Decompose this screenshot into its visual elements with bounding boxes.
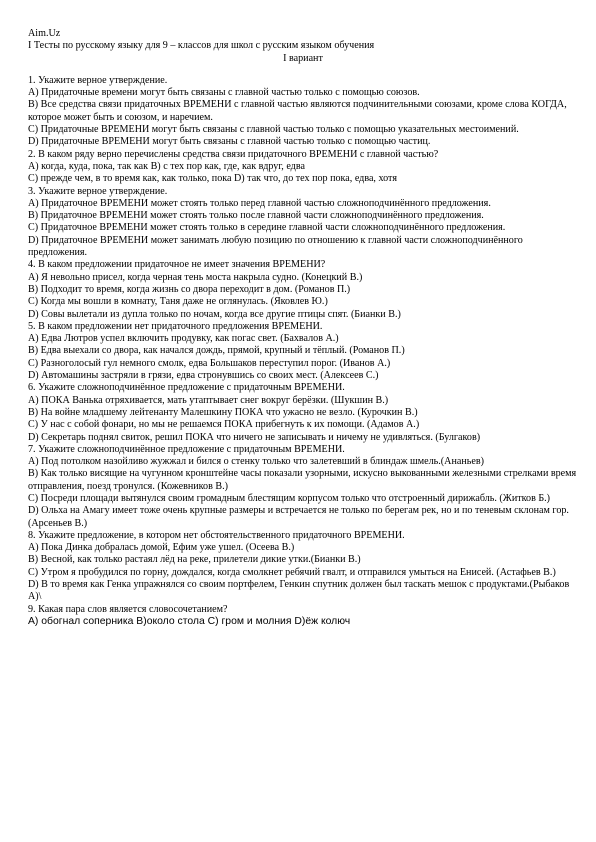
- question-text: 3. Укажите верное утверждение.: [28, 185, 168, 197]
- answer-option: C) прежде чем, в то время как, как только, пока D) так что, до тех пор пока, едва, хотя: [28, 173, 397, 185]
- answer-option: C) Когда мы вошли в комнату, Таня даже не оглянулась. (Яковлев Ю.): [28, 296, 328, 308]
- answer-option: C) Утром я пробудился по горну, дождался, когда смолкнет ребячий гвалт, и отправился умыться на Енисей. (Астафьев В.): [28, 566, 556, 578]
- answer-option: B) Подходит то время, когда жизнь со двора переходит в дом. (Романов П.): [28, 283, 351, 295]
- question-text: 1. Укажите верное утверждение.: [28, 74, 168, 86]
- document-page: [28, 28, 578, 628]
- answer-option: A) Я невольно присел, когда черная тень моста накрыла судно. (Конецкий В.): [28, 271, 363, 283]
- answer-option: A) Едва Лютров успел включить продувку, как погас свет. (Бахвалов А.): [28, 333, 339, 345]
- answer-option: B) Как только висящие на чугунном кронштейне часы показали узорными, искусно выкованными железными стрелками время отправления, поезд тронулся. (Кожевников В.): [28, 468, 577, 492]
- answer-option: C) У нас с собой фонари, но мы не решаемся ПОКА прибегнуть к их помощи. (Адамов А.): [28, 419, 420, 431]
- answer-option: A) когда, куда, пока, так как B) с тех пор как, где, как вдруг, едва: [28, 160, 305, 172]
- answer-option: C) Придаточные ВРЕМЕНИ могут быть связаны с главной частью только с помощью указательных местоимений.: [28, 124, 519, 136]
- variant-heading: I вариант: [283, 52, 323, 64]
- answer-option: B) Придаточное ВРЕМЕНИ может стоять только после главной части сложноподчинённого предложения.: [28, 210, 484, 222]
- answer-option: D) Секретарь поднял свиток, решил ПОКА что ничего не записывать и ничему не удивляться. (Булгаков): [28, 431, 481, 443]
- question-text: 9. Какая пара слов является словосочетанием?: [28, 603, 228, 615]
- answer-option: A) Пока Динка добралась домой, Ефим уже ушел. (Осеева В.): [28, 542, 295, 554]
- test-questions: [28, 75, 578, 616]
- answer-option: D) Ольха на Амагу имеет тоже очень крупные размеры и встречается не только по берегам рек, но и по теневым склонам гор.(Арсеньев В.): [28, 505, 569, 529]
- answer-option: A) Придаточное ВРЕМЕНИ может стоять только перед главной частью сложноподчинённого предложения.: [28, 197, 491, 209]
- question-9-answers: A) обогнал соперника B)около стола C) гром и молния D)ёж колюч: [28, 615, 351, 627]
- answer-option: B) Весной, как только растаял лёд на реке, прилетели дикие утки.(Бианки В.): [28, 554, 361, 566]
- document-title: I Тесты по русскому языку для 9 – классов для школ с русским языком обучения: [28, 40, 375, 52]
- answer-option: B) Едва выехали со двора, как начался дождь, прямой, крупный и тёплый. (Романов П.): [28, 345, 405, 357]
- answer-option: D) В то время как Генка упражнялся со своим портфелем, Генкин спутник должен был таскать мешок с продуктами.(Рыбаков А)\: [28, 579, 570, 603]
- question-text: 2. В каком ряду верно перечислены средства связи придаточного ВРЕМЕНИ с главной частью?: [28, 148, 439, 160]
- answer-option: A) Придаточные времени могут быть связаны с главной частью только с помощью союзов.: [28, 87, 420, 99]
- answer-option: B) На войне младшему лейтенанту Малешкину ПОКА что ужасно не везло. (Курочкин В.): [28, 406, 418, 418]
- question-text: 4. В каком предложении придаточное не имеет значения ВРЕМЕНИ?: [28, 259, 326, 271]
- answer-option: A) Под потолком назойливо жужжал и бился о стенку только что залетевший в блиндаж шмель.(Ананьев): [28, 456, 484, 468]
- spacer: [28, 65, 578, 75]
- answer-option: A) ПОКА Ванька отряхивается, мать утаптывает снег вокруг берёзки. (Шукшин В.): [28, 394, 389, 406]
- site-name: Aim.Uz: [28, 28, 61, 39]
- answer-option: D) Автомашины застряли в грязи, едва стронувшись со своих мест. (Алексеев С.): [28, 370, 379, 382]
- question-text: 6. Укажите сложноподчинённое предложение с придаточным ВРЕМЕНИ.: [28, 382, 345, 394]
- question-text: 7. Укажите сложноподчинённое предложение с придаточным ВРЕМЕНИ.: [28, 443, 345, 455]
- answer-option: D) Совы вылетали из дупла только по ночам, когда все другие птицы спят. (Бианки В.): [28, 308, 401, 320]
- answer-option: C) Разноголосый гул немного смолк, едва Большаков переступил порог. (Иванов А.): [28, 357, 391, 369]
- answer-option: B) Все средства связи придаточных ВРЕМЕНИ с главной частью являются подчинительными союзами, кроме слова КОГДА, которое может быть и союзом, и наречием.: [28, 99, 567, 123]
- answer-option: D) Придаточные ВРЕМЕНИ могут быть связаны с главной частью только с помощью частиц.: [28, 136, 431, 148]
- answer-option: C) Посреди площади вытянулся своим громадным блестящим корпусом только что отстроенный дирижабль. (Житков Б.): [28, 492, 551, 504]
- answer-option: C) Придаточное ВРЕМЕНИ может стоять только в середине главной части сложноподчинённого предложения.: [28, 222, 506, 234]
- answer-option: D) Придаточное ВРЕМЕНИ может занимать любую позицию по отношению к главной части сложноподчинённого предложения.: [28, 234, 523, 259]
- question-text: 5. В каком предложении нет придаточного предложения ВРЕМЕНИ.: [28, 320, 323, 332]
- question-text: 8. Укажите предложение, в котором нет обстоятельственного придаточного ВРЕМЕНИ.: [28, 529, 405, 541]
